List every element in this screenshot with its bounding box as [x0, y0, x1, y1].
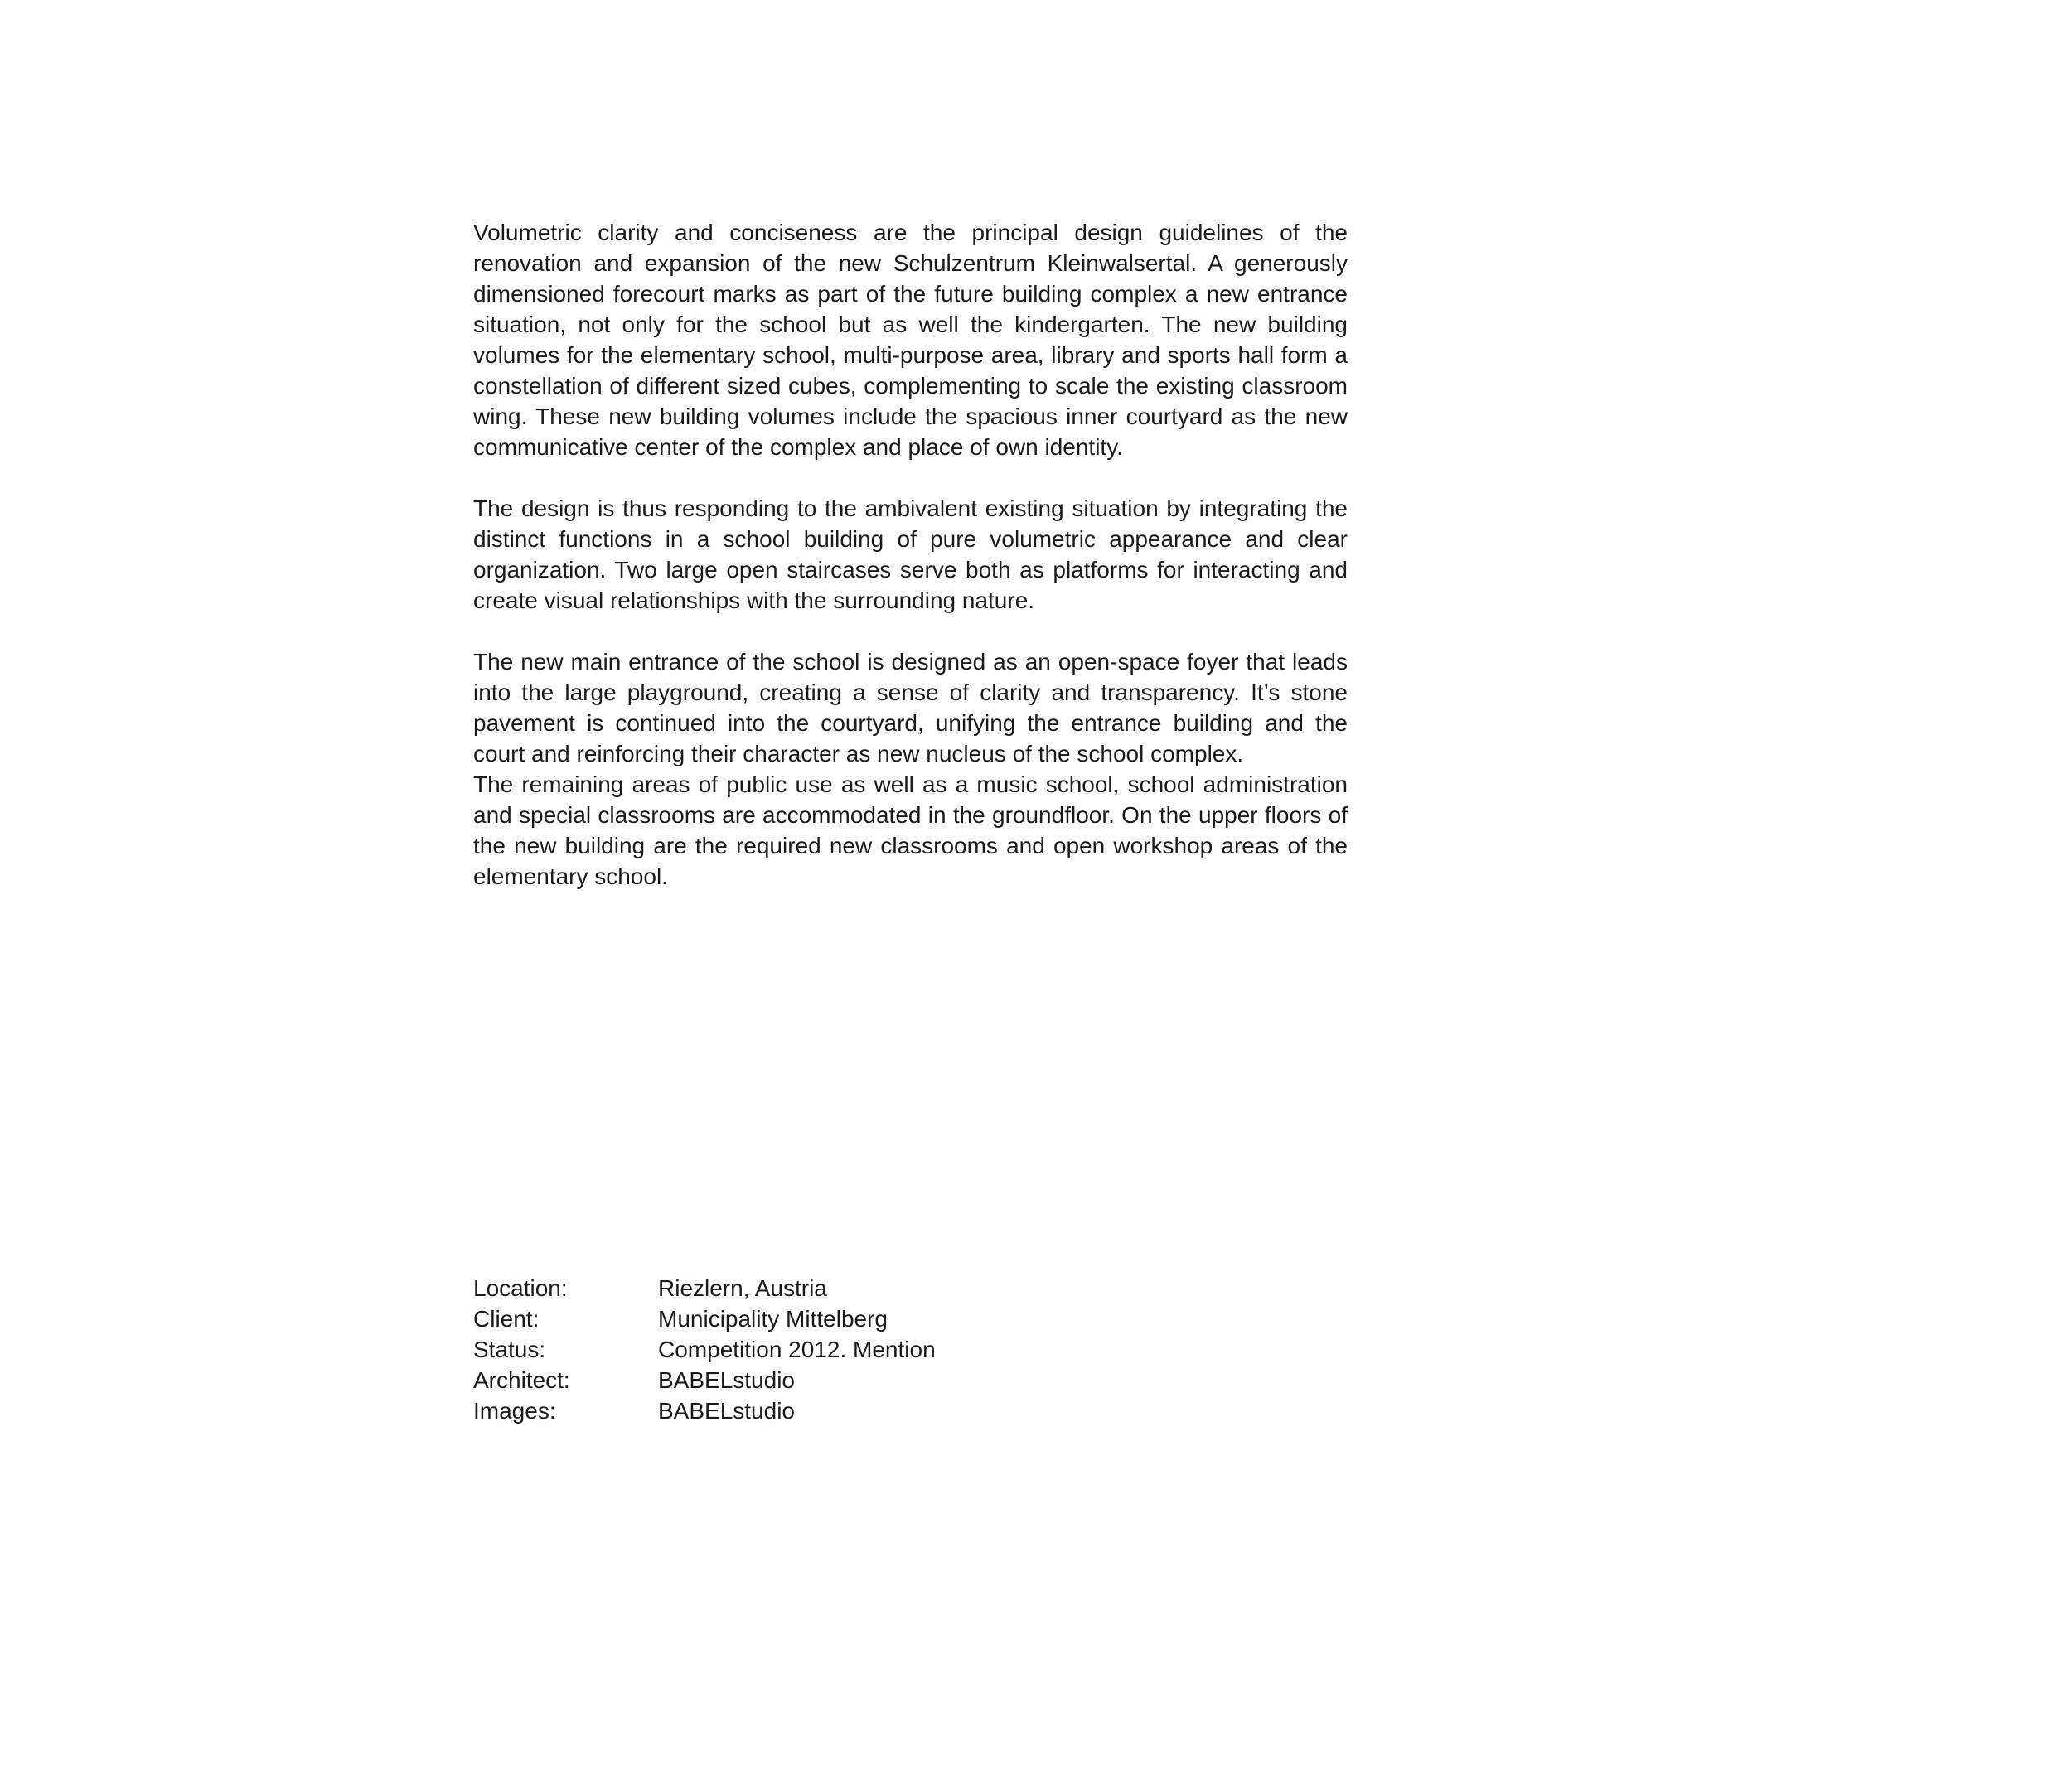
project-facts [473, 1273, 936, 1426]
fact-value: BABELstudio [658, 1398, 795, 1424]
fact-row-client [473, 1303, 936, 1334]
fact-label: Architect: [473, 1367, 570, 1393]
fact-value: Riezlern, Austria [658, 1275, 827, 1301]
fact-row-location [473, 1273, 936, 1303]
description-paragraph: Volumetric clarity and conciseness are the principal design guidelines of the renovation and expansion of the new Schulzentrum Kleinwalsertal. A generously dimensioned forecourt marks as part of the future building complex a new entrance situation, not only for the school but as well the kindergarten. The new building volumes for the elementary school, multi-purpose area, library and sports hall form a constellation of different sized cubes, complementing to scale the existing classroom wing. These new building volumes include the spacious inner courtyard as the new communicative center of the complex and place of own identity. [473, 220, 1348, 460]
fact-value: BABELstudio [658, 1367, 795, 1393]
fact-label: Images: [473, 1398, 556, 1424]
fact-row-architect [473, 1365, 936, 1395]
description-paragraph: The new main entrance of the school is designed as an open-space foyer that leads into the large playground, creating a sense of clarity and transparency. It’s stone pavement is continued into the courtyard, unifying the entrance building and the court and reinforcing their character as new nucleus of the school complex. [473, 649, 1348, 766]
fact-value: Municipality Mittelberg [658, 1306, 888, 1332]
fact-label: Location: [473, 1275, 568, 1301]
fact-row-images [473, 1395, 936, 1426]
fact-row-status [473, 1334, 936, 1365]
fact-label: Client: [473, 1306, 540, 1332]
description-paragraph: The design is thus responding to the ambivalent existing situation by integrating the distinct functions in a school building of pure volumetric appearance and clear organization. Two large open staircases serve both as platforms for interacting and create visual relationships with the surrounding nature. [473, 496, 1348, 613]
fact-label: Status: [473, 1337, 546, 1362]
fact-value: Competition 2012. Mention [658, 1337, 936, 1362]
project-description [473, 217, 1348, 892]
description-paragraph: The remaining areas of public use as well as a music school, school administration and special classrooms are accommodated in the groundfloor. On the upper floors of the new building are the required new classrooms and open workshop areas of the elementary school. [473, 771, 1348, 889]
